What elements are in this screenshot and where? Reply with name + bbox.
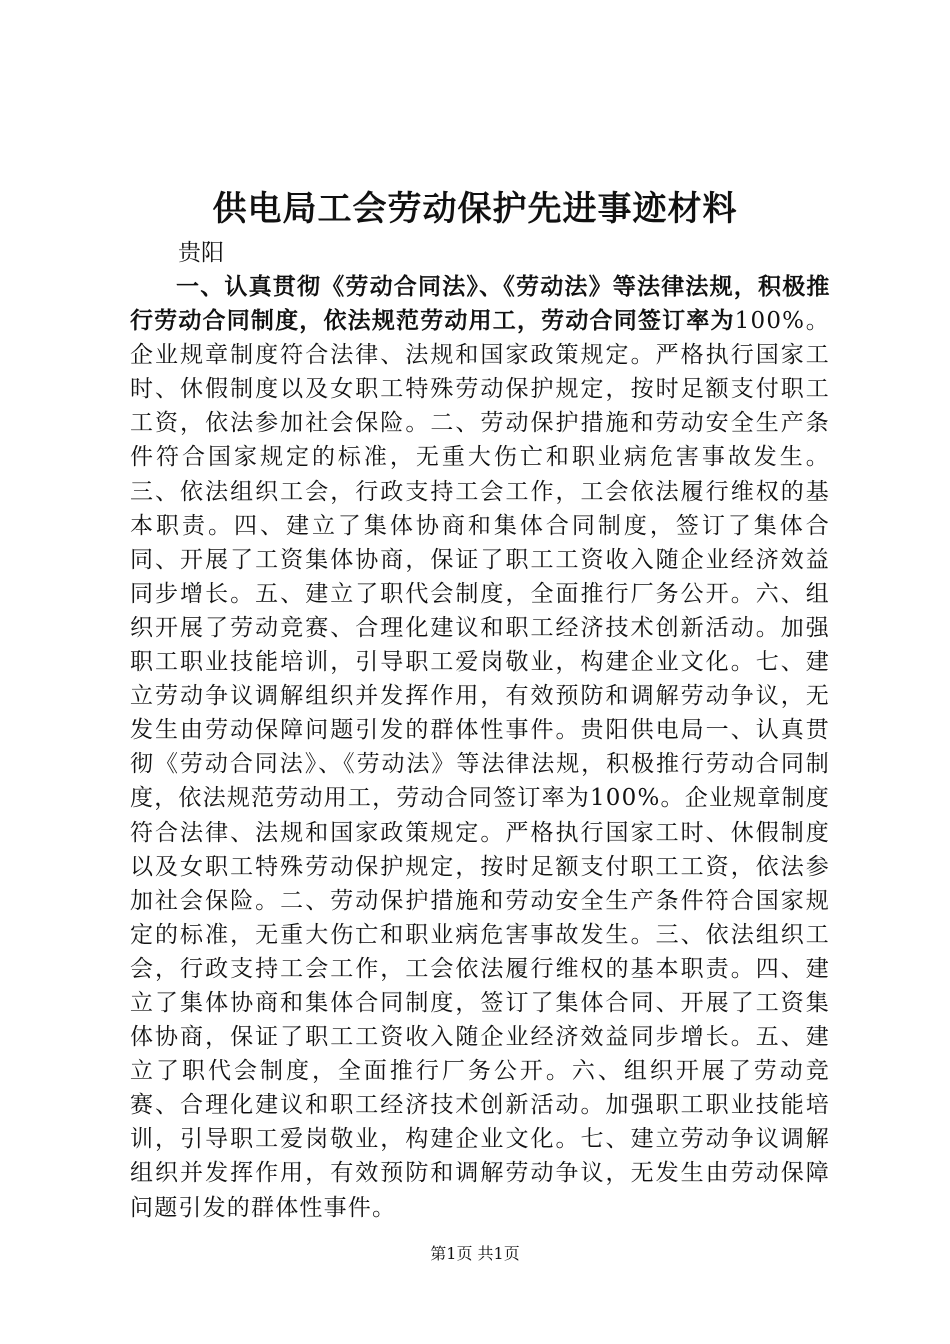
document-author: 贵阳 bbox=[178, 240, 224, 266]
document-body bbox=[130, 270, 830, 1225]
document-title: 供电局工会劳动保护先进事迹材料 bbox=[212, 189, 738, 229]
page-footer: 第1页 共1页 bbox=[430, 1244, 520, 1263]
body-regular-text: 100%。企业规章制度符合法律、法规和国家政策规定。严格执行国家工时、休假制度以及女职工特殊劳动保护规定，按时足额支付职工工资，依法参加社会保险。二、劳动保护措施和劳动安全生产条件符合国家规定的标准，无重大伤亡和职业病危害事故发生。三、依法组织工会，行政支持工会工作，工会依法履行维权的基本职责。四、建立了集体协商和集体合同制度，签订了集体合同、开展了工资集体协商，保证了职工工资收入随企业经济效益同步增长。五、建立了职代会制度，全面推行厂务公开。六、组织开展了劳动竞赛、合理化建议和职工经济技术创新活动。加强职工职业技能培训，引导职工爱岗敬业，构建企业文化。七、建立劳动争议调解组织并发挥作用，有效预防和调解劳动争议，无发生由劳动保障问题引发的群体性事件。贵阳供电局一、认真贯彻《劳动合同法》、《劳动法》等法律法规，积极推行劳动合同制度，依法规范劳动用工，劳动合同签订率为100%。企业规章制度符合法律、法规和国家政策规定。严格执行国家工时、休假制度以及女职工特殊劳动保护规定，按时足额支付职工工资，依法参加社会保险。二、劳动保护措施和劳动安全生产条件符合国家规定的标准，无重大伤亡和职业病危害事故发生。三、依法组织工会，行政支持工会工作，工会依法履行维权的基本职责。四、建立了集体协商和集体合同制度，签订了集体合同、开展了工资集体协商，保证了职工工资收入随企业经济效益同步增长。五、建立了职代会制度，全面推行厂务公开。六、组织开展了劳动竞赛、合理化建议和职工经济技术创新活动。加强职工职业技能培训，引导职工爱岗敬业，构建企业文化。七、建立劳动争议调解组织并发挥作用，有效预防和调解劳动争议，无发生由劳动保障问题引发的群体性事件。 bbox=[130, 308, 830, 1221]
body-bold-lead: 一、认真贯彻《劳动合同法》、《劳动法》等法律法规，积极推行劳动合同制度，依法规范劳动用工，劳动合同签订率为 bbox=[130, 274, 830, 335]
